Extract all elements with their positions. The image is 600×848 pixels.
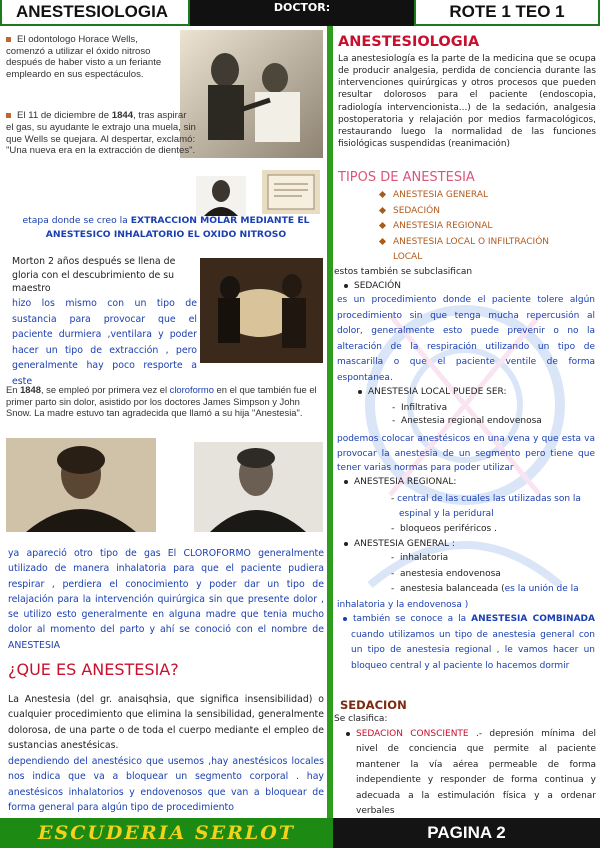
general-label: ANESTESIA GENERAL : — [344, 538, 594, 550]
regional-list — [337, 492, 595, 537]
cloroformo-paragraph: ya apareció otro tipo de gas El CLOROFORMO generalmente utilizado de manera inhalatoria para que el paciente pudiera respirar , perdiera el conocimiento y poder dar un tipo de relajación para la intervención quirúrgica sin que presente dolor , se utilizo esto generalmente en alguna madre que tenia mucho dolor al momento del parto y ahí se conoció con el nombre de ANESTESIA — [8, 548, 324, 651]
etapa-note: etapa donde se creo la EXTRACCION MOLAR MEDIANTE EL ANESTESICO INHALATORIO EL OXIDO NITROSO — [22, 215, 310, 240]
bullet-marker — [379, 191, 386, 198]
regional-label: ANESTESIA REGIONAL: — [344, 476, 594, 488]
dental-book-image — [262, 170, 320, 214]
general-list — [337, 551, 595, 613]
tipos-item: ANESTESIA REGIONAL — [380, 219, 580, 235]
que-es-definition: La Anestesia (del gr. anaisqhsia, que significa insensibilidad) o cualquier procedimiento que elimina la sensibilidad, generalmente dolorosa, de una parte o de toda el cuerpo mediante el empleo de sustancias anestésicas. — [8, 694, 324, 751]
local-label: ANESTESIA LOCAL PUEDE SER: — [358, 386, 598, 398]
history-bullet-1844: El 11 de diciembre de 1844, tras aspirar el gas, su ayudante le extrajo una muela, sin que Wells se quejara. Al despertar, exclamó: "Una nueva era en la extracción de dientes". — [6, 110, 196, 157]
footer-page-number: PAGINA 2 — [333, 818, 600, 848]
regional-item: - central de las cuales las utilizadas son la espinal y la peridural — [391, 494, 581, 519]
portrait-snow-image — [194, 442, 323, 532]
bullet-marker — [379, 207, 386, 214]
que-es-tipos: dependiendo del anestésico que usemos ,hay anestésicos locales nos indica que va a bloquear un segmento corporal . hay anestésicos inhalatorios y endovenosos que van a bloquear de forma general para algún tipo de procedimiento — [8, 756, 324, 813]
bullet-marker — [344, 480, 348, 484]
bullet-marker — [6, 37, 11, 42]
bullet-marker — [358, 390, 362, 394]
morton-description: hizo los mismo con un tipo de sustancia para provocar que el paciente durmiera ,ventilara y poder hacer un tipo de extracción , pero generalmente hay poco resporte a este — [12, 298, 197, 387]
sedacion-definition: es un procedimiento donde el paciente tolere algún procedimiento sin que tenga mucha repercusión al dolor, generalmente esto puede prevenir o no la alteración de la respiración utilizando un tipo de mascarilla o que el paciente ventile de forma espontanea. — [337, 295, 595, 383]
tipos-item: ANESTESIA GENERAL — [380, 188, 580, 204]
history-1848: En 1848, se empleó por primera vez el cloroformo en el que también fue el primer parto sin dolor, asistido por los doctores James Simpson y John Snow. La madre estuvo tan agradecida que llamó a su hija "Anestesia". — [6, 384, 317, 419]
bullet-marker — [379, 222, 386, 229]
sedacion-label: SEDACIÓN — [344, 280, 594, 292]
local-endovenosa-note: podemos colocar anestésicos en una vena y que esta va provocar la anestesia de un segmento pero tiene que tener varias normas para poder utilizar — [337, 434, 595, 473]
tipos-list — [380, 188, 580, 266]
se-clasifica-label: Se clasifica: — [334, 714, 388, 724]
bullet-marker — [344, 542, 348, 546]
bullet-marker — [346, 732, 350, 736]
right-title: ANESTESIOLOGIA — [338, 34, 480, 50]
regional-item: - bloqueos periféricos . — [391, 524, 497, 534]
subclasifican-note: estos también se subclasifican — [334, 267, 473, 277]
tipos-item: SEDACIÓN — [380, 204, 580, 220]
local-item: - Infiltrativa — [392, 403, 448, 413]
combinada-note: también se conoce a la ANESTESIA COMBINADA cuando utilizamos un tipo de anestesia general con un tipo de anestesia regional , le vamos hacer un bloqueo central y al paciente lo hacemos dormir — [337, 612, 595, 674]
bullet-marker — [343, 617, 347, 621]
local-list — [392, 402, 592, 428]
header-left-title: ANESTESIOLOGIA — [0, 0, 190, 26]
history-bullet-wells: El odontologo Horace Wells, comenzó a utilizar el óxido nitroso después de haber visto a un feriante empleardo en sus espectáculos. — [6, 34, 162, 80]
que-es-anestesia-heading: ¿QUE ES ANESTESIA? — [8, 660, 179, 679]
sedacion-consciente: SEDACION CONSCIENTE .- depresión mínima del nivel de conciencia que permite al paciente mantener la vía aérea permeable de forma independiente y responder de forma continua y adecuada a la estimulación física y a ordenar verbales — [342, 727, 596, 819]
general-item: - anestesia endovenosa — [391, 568, 501, 579]
tipos-heading: TIPOS DE ANESTESIA — [338, 170, 475, 185]
bullet-marker — [6, 113, 11, 118]
general-item: - anestesia balanceada (es la unión de la inhalatoria y la endovenosa ) — [337, 584, 579, 610]
tipos-item: ANESTESIA LOCAL O INFILTRACIÓN LOCAL — [380, 235, 580, 266]
header-right-title: ROTE 1 TEO 1 — [414, 0, 600, 26]
bullet-marker — [379, 238, 386, 245]
local-item: - Anestesia regional endovenosa — [392, 416, 542, 426]
portrait-simpson-image — [6, 438, 156, 532]
sedacion-heading: SEDACION — [340, 698, 407, 712]
morton-intro: Morton 2 años después se llena de gloria con el descubrimiento de su maestro — [12, 256, 176, 294]
header-doctor-label: DOCTOR: — [190, 0, 414, 26]
general-item: - inhalatoria — [391, 553, 449, 563]
morton-surgery-image — [200, 258, 323, 363]
anestesiologia-definition: La anestesiología es la parte de la medicina que se ocupa de producir analgesia, perdida de conciencia durante las intervenciones quirúrgicas y otros procesos que pueden resultar dolorosos para el paciente (endoscopia, radiología intervencionista...) de la sedación, analgesia postoperatoria y relajación por medios farmacológicos, restaurando luego la normalidad de las funciones fisiológicas suspendidas (reanimación) — [338, 54, 596, 150]
bullet-marker — [344, 284, 348, 288]
portrait-wells-image — [196, 176, 246, 216]
footer-brand: ESCUDERIA SERLOT — [0, 818, 333, 848]
wells-operation-image — [180, 30, 323, 158]
